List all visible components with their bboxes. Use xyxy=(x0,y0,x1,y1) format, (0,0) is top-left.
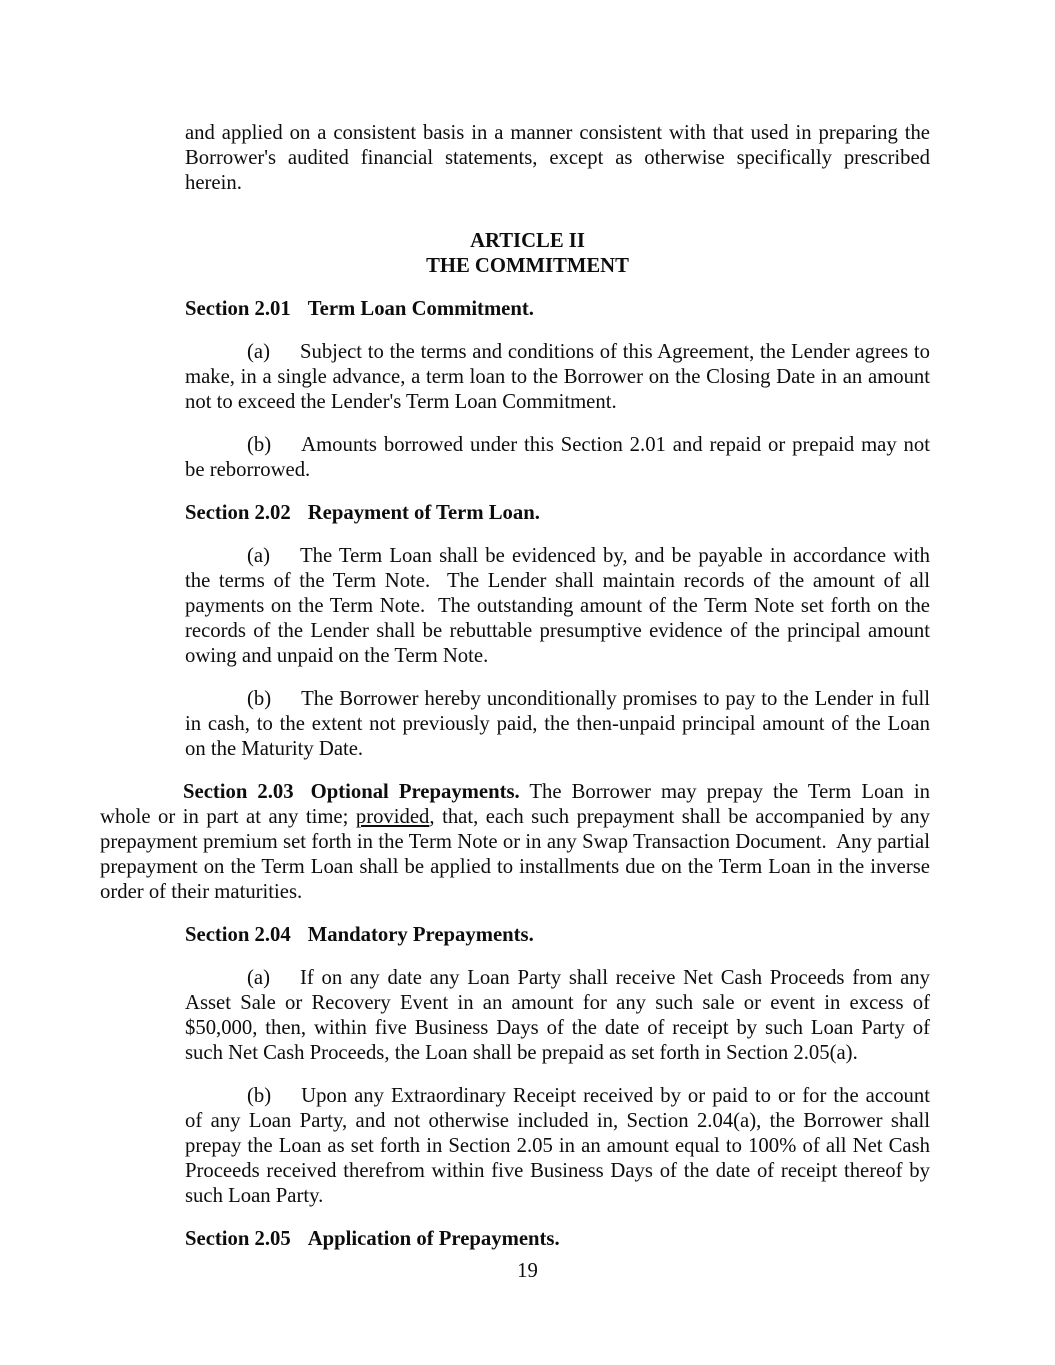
paragraph-text: Amounts borrowed under this Section 2.01 and repaid or prepaid may not be reborrowed. xyxy=(185,434,930,481)
section-number: Section 2.01 xyxy=(185,298,291,320)
section-2-01-heading xyxy=(185,297,930,322)
section-2-02-paragraph-b xyxy=(185,687,930,762)
section-2-01-paragraph-b xyxy=(185,433,930,483)
section-title: Optional Prepayments. xyxy=(310,781,520,803)
section-title: Term Loan Commitment. xyxy=(307,298,534,320)
section-2-03-paragraph xyxy=(100,780,930,905)
intro-paragraph: and applied on a consistent basis in a manner consistent with that used in preparing the Borrower's audited financial statements, except as otherwise specifically prescribed herein. xyxy=(185,122,930,194)
section-2-05-heading xyxy=(185,1227,930,1252)
paragraph-label: (a) xyxy=(247,545,270,567)
section-2-04-heading xyxy=(185,923,930,948)
section-title: Mandatory Prepayments. xyxy=(307,924,534,946)
section-number: Section 2.02 xyxy=(185,502,291,524)
section-2-02-paragraph-a xyxy=(185,544,930,669)
article-number: ARTICLE II xyxy=(470,230,585,252)
paragraph-label: (a) xyxy=(247,967,270,989)
section-2-02-heading xyxy=(185,501,930,526)
paragraph-text: , that, each such prepayment shall be accompanied by any prepayment premium set forth in the Term Note or in any Swap Transaction Document. Any partial prepayment on the Term Loan shall be applied to installments due on the Term Loan in the inverse order of their maturities. xyxy=(100,806,930,903)
section-number: Section 2.05 xyxy=(185,1228,291,1250)
paragraph-label: (a) xyxy=(247,341,270,363)
paragraph-text: The Term Loan shall be evidenced by, and be payable in accordance with the terms of the Term Note. The Lender shall maintain records of the amount of all payments on the Term Note. The outstanding amount of the Term Note set forth on the records of the Lender shall be rebuttable presumptive evidence of the principal amount owing and unpaid on the Term Note. xyxy=(185,545,930,667)
paragraph-label: (b) xyxy=(247,688,272,710)
paragraph-text: Upon any Extraordinary Receipt received by or paid to or for the account of any Loan Party, and not otherwise included in, Section 2.04(a), the Borrower shall prepay the Loan as set forth in Section 2.05 in an amount equal to 100% of all Net Cash Proceeds received therefrom within five Business Days of the date of receipt thereof by such Loan Party. xyxy=(185,1085,930,1207)
section-number: Section 2.03 xyxy=(183,781,294,803)
section-2-04-paragraph-b xyxy=(185,1084,930,1209)
paragraph-label: (b) xyxy=(247,434,272,456)
article-title: THE COMMITMENT xyxy=(426,255,629,277)
section-title: Application of Prepayments. xyxy=(307,1228,560,1250)
paragraph-text: Subject to the terms and conditions of this Agreement, the Lender agrees to make, in a single advance, a term loan to the Borrower on the Closing Date in an amount not to exceed the Lender's Term Loan Commitment. xyxy=(185,341,930,413)
section-number: Section 2.04 xyxy=(185,924,291,946)
paragraph-label: (b) xyxy=(247,1085,272,1107)
page-number: 19 xyxy=(517,1260,538,1282)
paragraph-text: The Borrower may prepay the Term Loan in whole or in part at any time; xyxy=(100,781,930,828)
section-2-04-paragraph-a xyxy=(185,966,930,1066)
article-heading xyxy=(0,229,1055,279)
underlined-term: provided xyxy=(355,806,430,828)
paragraph-text: If on any date any Loan Party shall receive Net Cash Proceeds from any Asset Sale or Recovery Event in an amount for any such sale or event in excess of $50,000, then, within five Business Days of the date of receipt by such Loan Party of such Net Cash Proceeds, the Loan shall be prepaid as set forth in Section 2.05(a). xyxy=(185,967,930,1064)
section-2-01-paragraph-a xyxy=(185,340,930,415)
paragraph-text: The Borrower hereby unconditionally promises to pay to the Lender in full in cash, to the extent not previously paid, the then-unpaid principal amount of the Loan on the Maturity Date. xyxy=(185,688,930,760)
section-title: Repayment of Term Loan. xyxy=(307,502,540,524)
